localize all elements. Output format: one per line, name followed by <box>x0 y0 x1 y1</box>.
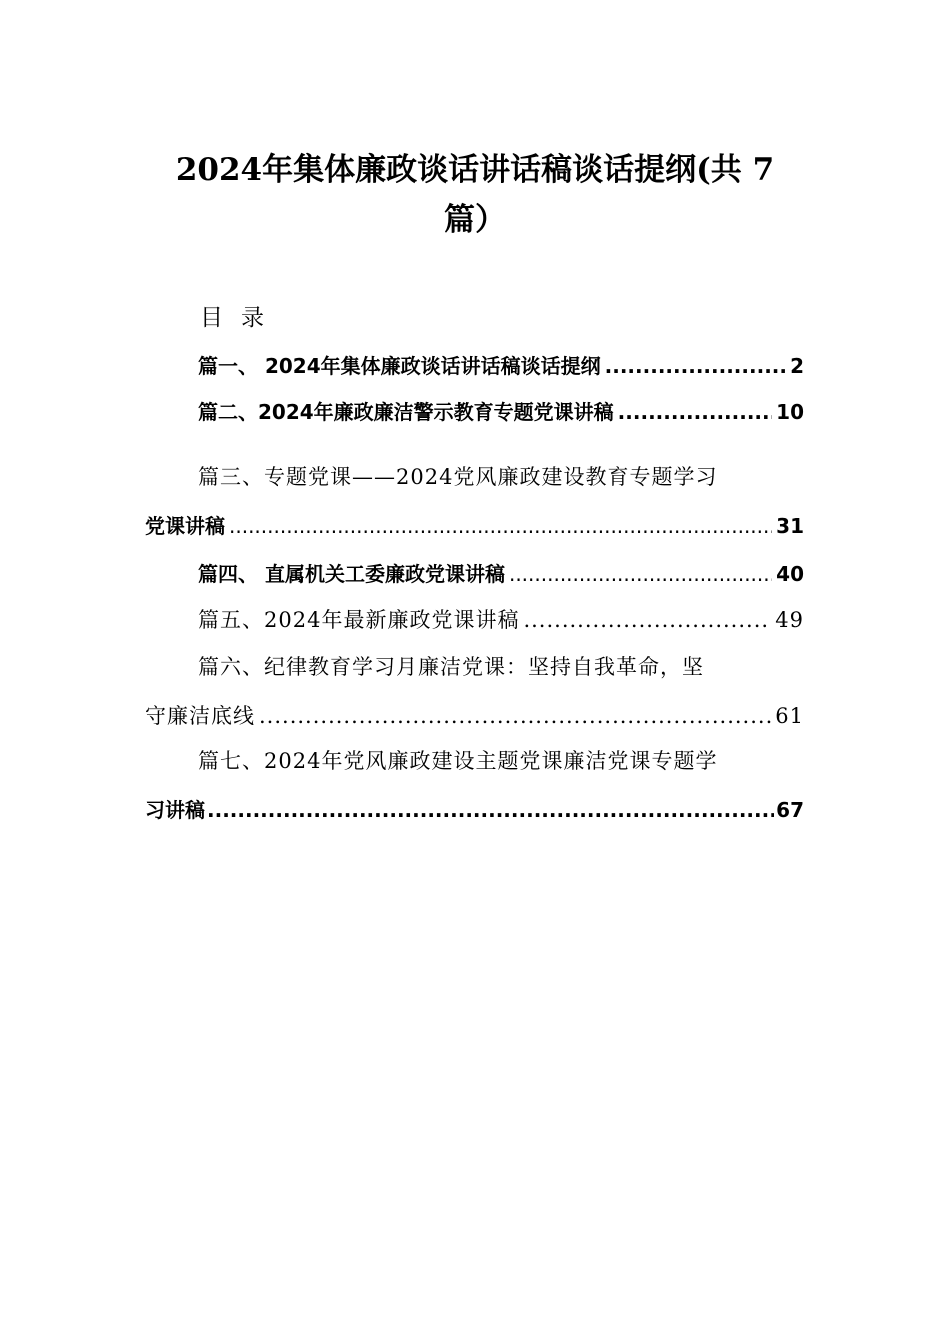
toc-entry-6-line-1[interactable]: 篇六、纪律教育学习月廉洁党课：坚持自我革命，坚 <box>198 655 704 679</box>
toc-entry-3-title-line-2: 党课讲稿 <box>145 514 225 538</box>
toc-entry-6-title-line-2: 守廉洁底线 <box>145 704 255 728</box>
toc-entry-7-leader <box>207 793 774 827</box>
toc-entry-3-page: 31 <box>776 514 804 538</box>
document-title-line-2: 篇） <box>444 202 506 238</box>
toc-entry-4-page: 40 <box>776 562 804 586</box>
toc-entry-7-line-1[interactable]: 篇七、2024年党风廉政建设主题党课廉洁党课专题学 <box>198 749 718 773</box>
toc-entry-3-leader <box>229 509 772 543</box>
toc-entry-1-leader <box>605 349 786 383</box>
toc-entry-3-line-1[interactable]: 篇三、专题党课——2024党风廉政建设教育专题学习 <box>198 465 718 489</box>
toc-entry-1-page: 2 <box>790 354 804 378</box>
toc-entry-7-page: 67 <box>776 798 804 822</box>
toc-entry-4[interactable] <box>198 557 804 591</box>
document-title-line-1: 2024年集体廉政谈话讲话稿谈话提纲(共 7 <box>175 152 775 188</box>
toc-entry-7[interactable] <box>145 793 804 827</box>
toc-heading: 目录 <box>200 305 282 331</box>
toc-entry-4-title: 篇四、 直属机关工委廉政党课讲稿 <box>198 562 505 586</box>
toc-entry-4-leader <box>509 557 772 591</box>
toc-entry-2-page: 10 <box>776 400 804 424</box>
toc-entry-6-leader <box>259 699 771 733</box>
toc-entry-1[interactable] <box>198 349 804 383</box>
toc-entry-3[interactable] <box>145 509 804 543</box>
toc-entry-5[interactable] <box>198 603 804 637</box>
toc-entry-5-page: 49 <box>775 608 804 632</box>
toc-entry-1-title: 篇一、 2024年集体廉政谈话讲话稿谈话提纲 <box>198 354 601 378</box>
toc-entry-2-title: 篇二、2024年廉政廉洁警示教育专题党课讲稿 <box>198 400 614 424</box>
toc-entry-5-leader <box>523 603 771 637</box>
toc-entry-6[interactable] <box>145 699 804 733</box>
toc-entry-2[interactable] <box>198 395 804 429</box>
toc-entry-7-title-line-2: 习讲稿 <box>145 798 205 822</box>
toc-entry-5-title: 篇五、2024年最新廉政党课讲稿 <box>198 608 520 632</box>
toc-entry-6-page: 61 <box>775 704 804 728</box>
toc-entry-2-leader <box>618 395 772 429</box>
